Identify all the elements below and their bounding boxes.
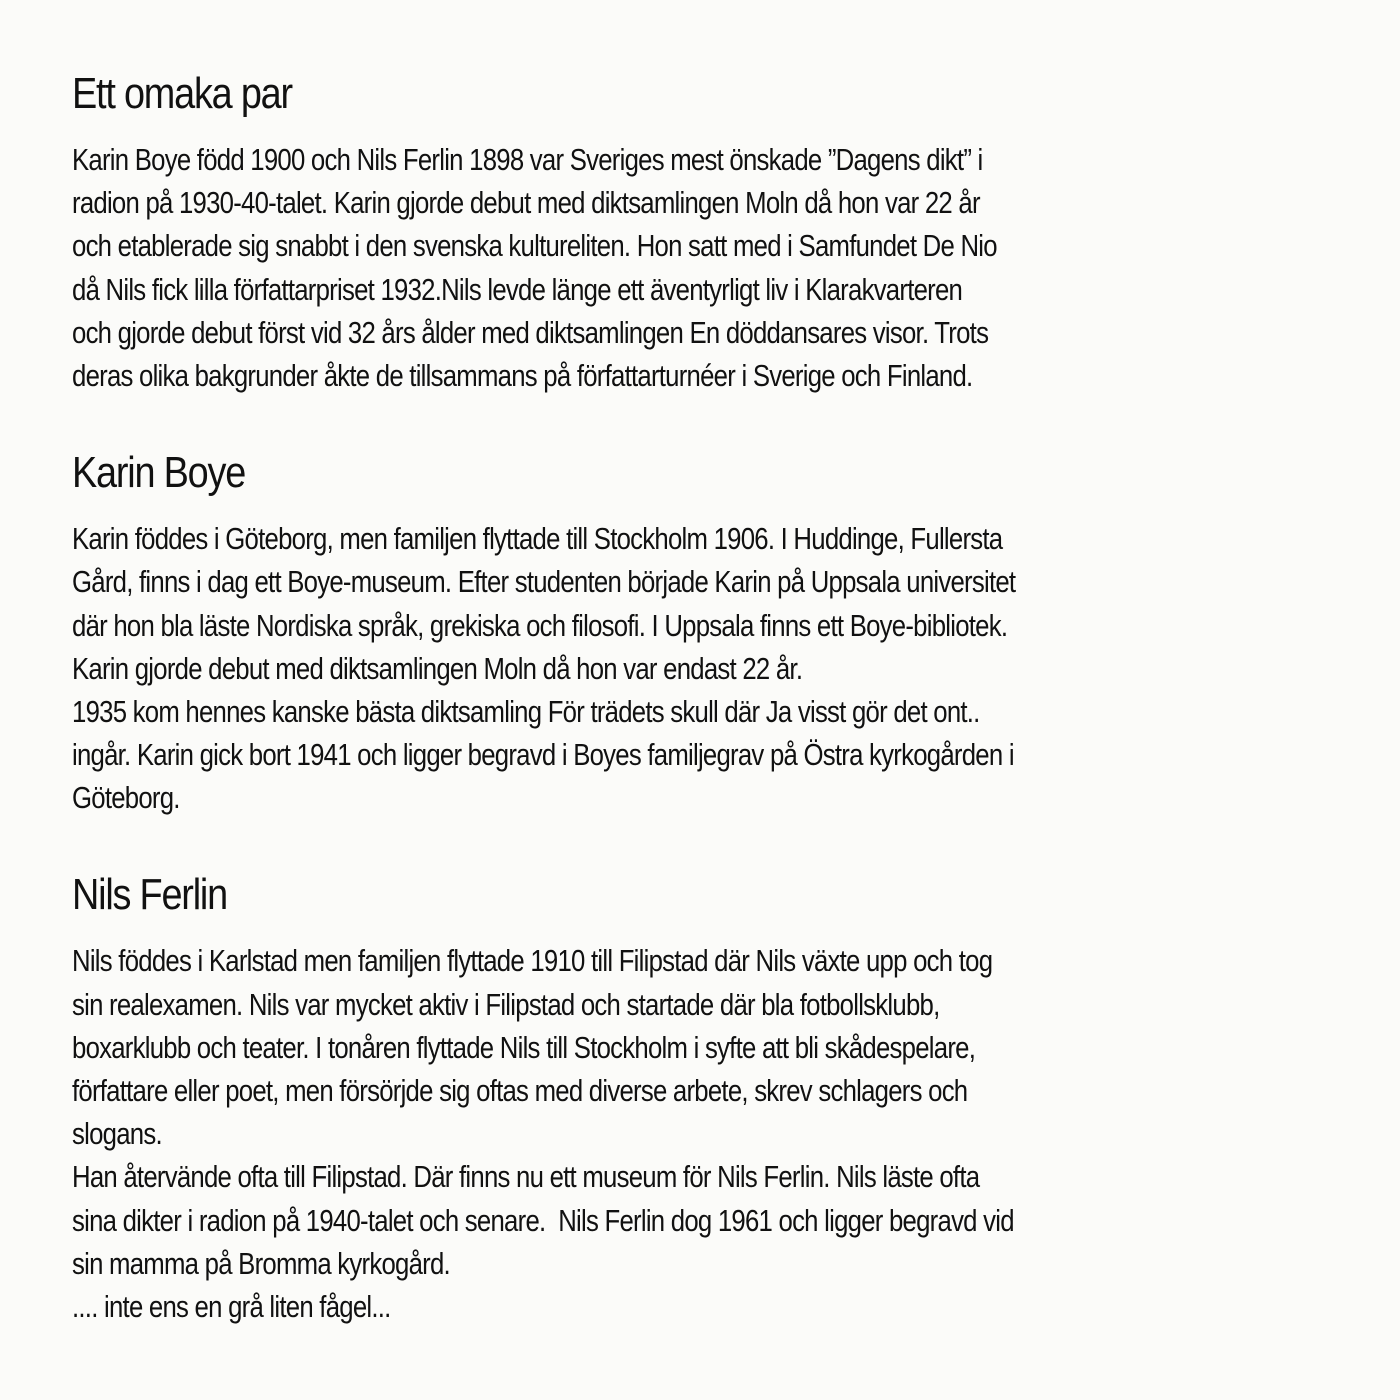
text-line: Karin föddes i Göteborg, men familjen flyttade till Stockholm 1906. I Huddinge, Fullersta xyxy=(72,521,1003,557)
text-line: Nils föddes i Karlstad men familjen flyttade 1910 till Filipstad där Nils växte upp och tog xyxy=(72,943,993,979)
section-heading: Karin Boye xyxy=(72,448,246,498)
text-line: .... inte ens en grå liten fågel... xyxy=(72,1288,391,1324)
text-line: författare eller poet, men försörjde sig oftas med diverse arbete, skrev schlagers och xyxy=(72,1073,968,1108)
document-page xyxy=(72,66,1362,1328)
text-line: och gjorde debut först vid 32 års ålder med diktsamlingen En döddansares visor. Trots xyxy=(72,314,989,350)
section-body xyxy=(72,939,1362,1328)
section-heading: Ett omaka par xyxy=(72,69,292,118)
section-nils-ferlin xyxy=(72,867,1362,1328)
section-ett-omaka-par xyxy=(72,66,1362,397)
text-line: sina dikter i radion på 1940-talet och senare. Nils Ferlin dog 1961 och ligger begravd vid xyxy=(72,1202,1014,1238)
text-line: Han återvände ofta till Filipstad. Där finns nu ett museum för Nils Ferlin. Nils läste ofta xyxy=(72,1159,980,1195)
section-body xyxy=(72,517,1362,819)
text-line: Karin gjorde debut med diktsamlingen Moln då hon var endast 22 år. xyxy=(72,650,803,686)
section-heading: Nils Ferlin xyxy=(72,870,227,920)
text-line: 1935 kom hennes kanske bästa diktsamling För trädets skull där Ja visst gör det ont.. xyxy=(72,693,980,729)
text-line: där hon bla läste Nordiska språk, grekiska och filosofi. I Uppsala finns ett Boye-bibliotek. xyxy=(72,607,1008,643)
text-line: ingår. Karin gick bort 1941 och ligger begravd i Boyes familjegrav på Östra kyrkogården i xyxy=(72,737,1014,773)
text-line: deras olika bakgrunder åkte de tillsammans på författarturnéer i Sverige och Finland. xyxy=(72,357,973,393)
text-line: sin mamma på Bromma kyrkogård. xyxy=(72,1245,450,1281)
text-line: Gård, finns i dag ett Boye-museum. Efter studenten började Karin på Uppsala universitet xyxy=(72,564,1016,600)
text-line: radion på 1930-40-talet. Karin gjorde debut med diktsamlingen Moln då hon var 22 år xyxy=(72,185,980,221)
section-body xyxy=(72,138,1362,397)
text-line: boxarklubb och teater. I tonåren flyttade Nils till Stockholm i syfte att bli skådespelare, xyxy=(72,1029,976,1065)
text-line: och etablerade sig snabbt i den svenska kultureliten. Hon satt med i Samfundet De Nio xyxy=(72,228,997,264)
text-line: Karin Boye född 1900 och Nils Ferlin 1898 var Sveriges mest önskade ”Dagens dikt” i xyxy=(72,142,983,177)
text-line: sin realexamen. Nils var mycket aktiv i Filipstad och startade där bla fotbollsklubb, xyxy=(72,986,940,1022)
section-karin-boye xyxy=(72,445,1362,819)
text-line: Göteborg. xyxy=(72,780,180,816)
text-line: slogans. xyxy=(72,1116,162,1152)
text-line: då Nils fick lilla författarpriset 1932.Nils levde länge ett äventyrligt liv i Klarakvarteren xyxy=(72,271,963,307)
